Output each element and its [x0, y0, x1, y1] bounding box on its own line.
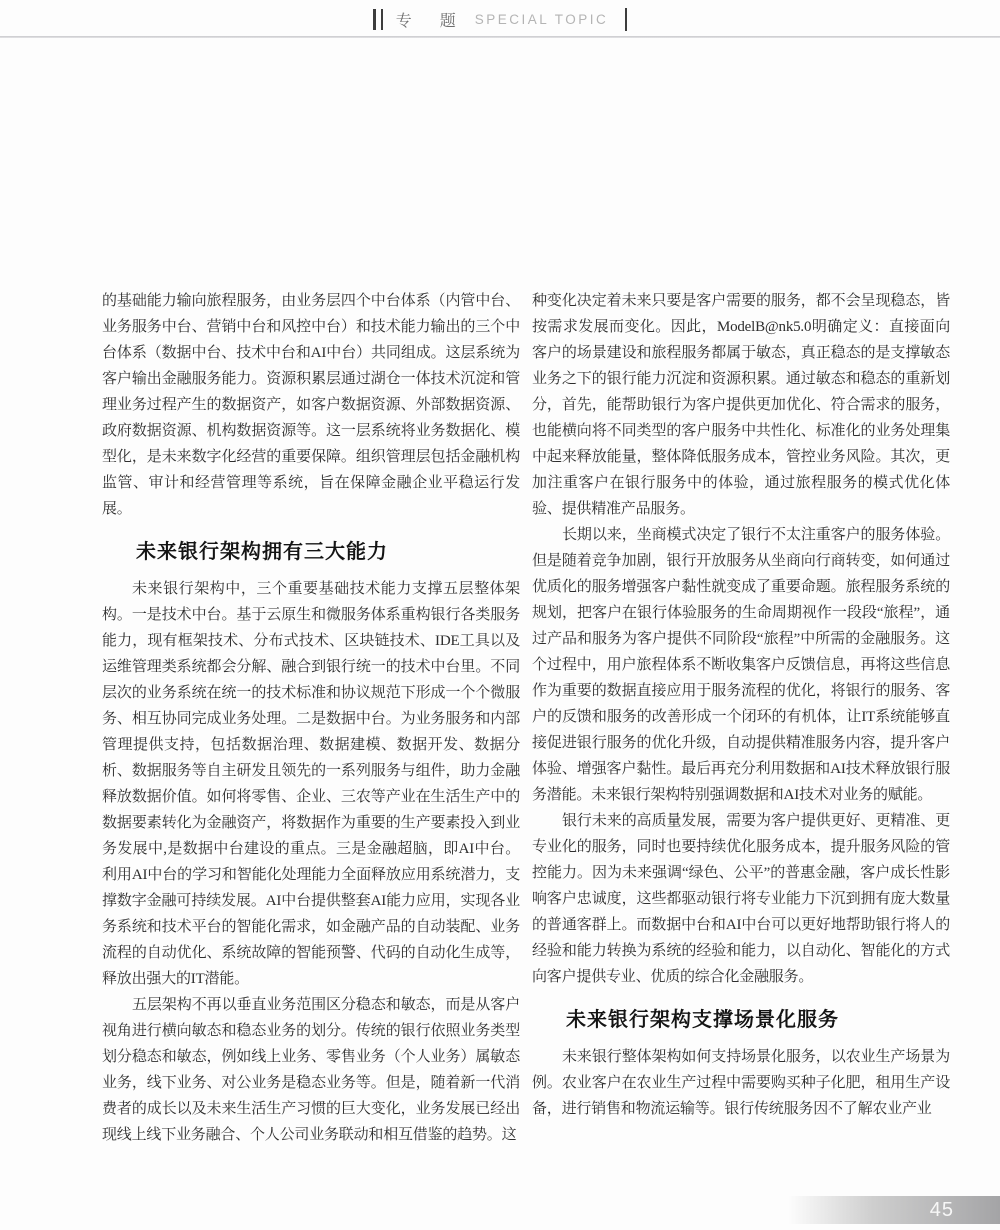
page-number: 45 — [929, 1198, 954, 1221]
body-paragraph: 长期以来，坐商模式决定了银行不太注重客户的服务体验。但是随着竞争加剧，银行开放服务从坐商向行商转变，如何通过优质化的服务增强客户黏性就变成了重要命题。旅程服务系统的规划，把客户在银行体验服务的生命周期视作一段段“旅程”，通过产品和服务为客户提供不同阶段“旅程”中所需的金融服务。这个过程中，用户旅程体系不断收集客户反馈信息，再将这些信息作为重要的数据直接应用于服务流程的优化，将银行的服务、客户的反馈和服务的改善形成一个闭环的有机体，让IT系统能够直接促进银行服务的优化升级，自动提供精准服务内容，提升客户体验、增强客户黏性。最后再充分利用数据和AI技术释放银行服务潜能。未来银行架构特别强调数据和AI技术对业务的赋能。 — [532, 527, 950, 803]
running-head-topic-en: SPECIAL TOPIC — [474, 11, 609, 27]
header-divider — [0, 36, 1000, 38]
section-heading-scenario-services: 未来银行架构支撑场景化服务 — [566, 1009, 839, 1031]
running-head — [0, 6, 1000, 32]
body-paragraph: 种变化决定着未来只要是客户需要的服务，都不会呈现稳态，皆按需求发展而变化。因此，ModelB@nk5.0明确定义：直接面向客户的场景建设和旅程服务都属于敏态，真正稳态的是支撑敏态业务之下的银行能力沉淀和资源积累。通过敏态和稳态的重新划分，首先，能帮助银行为客户提供更加优化、符合需求的服务，也能横向将不同类型的客户服务中共性化、标准化的业务处理集中起来释放能量，整体降低服务成本，管控业务风险。其次，更加注重客户在银行服务中的体验，通过旅程服务的模式优化体验、提供精准产品服务。 — [532, 293, 950, 517]
single-rule-icon — [625, 8, 627, 31]
body-paragraph: 五层架构不再以垂直业务范围区分稳态和敏态，而是从客户视角进行横向敏态和稳态业务的划分。传统的银行依照业务类型划分稳态和敏态，例如线上业务、零售业务（个人业务）属敏态业务，线下业务、对公业务是稳态业务等。但是，随着新一代消费者的成长以及未来生活生产习惯的巨大变化，业务发展已经出现线上线下业务融合、个人公司业务联动和相互借鉴的趋势。这 — [102, 997, 520, 1143]
body-paragraph: 未来银行整体架构如何支持场景化服务，以农业生产场景为例。农业客户在农业生产过程中需要购买种子化肥，租用生产设备，进行销售和物流运输等。银行传统服务因不了解农业产业 — [532, 1049, 950, 1117]
running-head-topic-cn: 专 题 — [395, 12, 462, 30]
body-paragraph: 银行未来的高质量发展，需要为客户提供更好、更精准、更专业化的服务，同时也要持续优化服务成本，提升服务风险的管控能力。因为未来强调“绿色、公平”的普惠金融，客户成长性影响客户忠诚度，这些都驱动银行将专业能力下沉到拥有庞大数量的普通客群上。而数据中台和AI中台可以更好地帮助银行将人的经验和能力转换为系统的经验和能力，以自动化、智能化的方式向客户提供专业、优质的综合化金融服务。 — [532, 813, 950, 985]
left-column — [102, 288, 520, 1156]
double-rule-icon — [373, 9, 383, 30]
right-column — [532, 288, 950, 1156]
body-paragraph: 未来银行架构中，三个重要基础技术能力支撑五层整体架构。一是技术中台。基于云原生和微服务体系重构银行各类服务能力，现有框架技术、分布式技术、区块链技术、IDE工具以及运维管理类系统都会分解、融合到银行统一的技术中台里。不同层次的业务系统在统一的技术标准和协议规范下形成一个个微服务、相互协同完成业务处理。二是数据中台。为业务服务和内部管理提供支持，包括数据治理、数据建模、数据开发、数据分析、数据服务等自主研发且领先的一系列服务与组件，助力金融释放数据价值。如何将零售、企业、三农等产业在生活生产中的数据要素转化为金融资产，将数据作为重要的生产要素投入到业务发展中,是数据中台建设的重点。三是金融超脑，即AI中台。利用AI中台的学习和智能化处理能力全面释放应用系统潜力，支撑数字金融可持续发展。AI中台提供整套AI能力应用，实现各业务系统和技术平台的智能化需求，如金融产品的自动装配、业务流程的自动优化、系统故障的智能预警、代码的自动化生成等，释放出强大的IT潜能。 — [102, 581, 520, 987]
page-number-bar — [788, 1196, 1000, 1224]
body-paragraph: 的基础能力输向旅程服务，由业务层四个中台体系（内管中台、业务服务中台、营销中台和风控中台）和技术能力输出的三个中台体系（数据中台、技术中台和AI中台）共同组成。这层系统为客户输出金融服务能力。资源积累层通过湖仓一体技术沉淀和管理业务过程产生的数据资产，如客户数据资源、外部数据资源、政府数据资源、机构数据资源等。这一层系统将业务数据化、模型化，是未来数字化经营的重要保障。组织管理层包括金融机构监管、审计和经营管理等系统，旨在保障金融企业平稳运行发展。 — [102, 293, 520, 517]
section-heading-three-capabilities: 未来银行架构拥有三大能力 — [136, 541, 388, 563]
